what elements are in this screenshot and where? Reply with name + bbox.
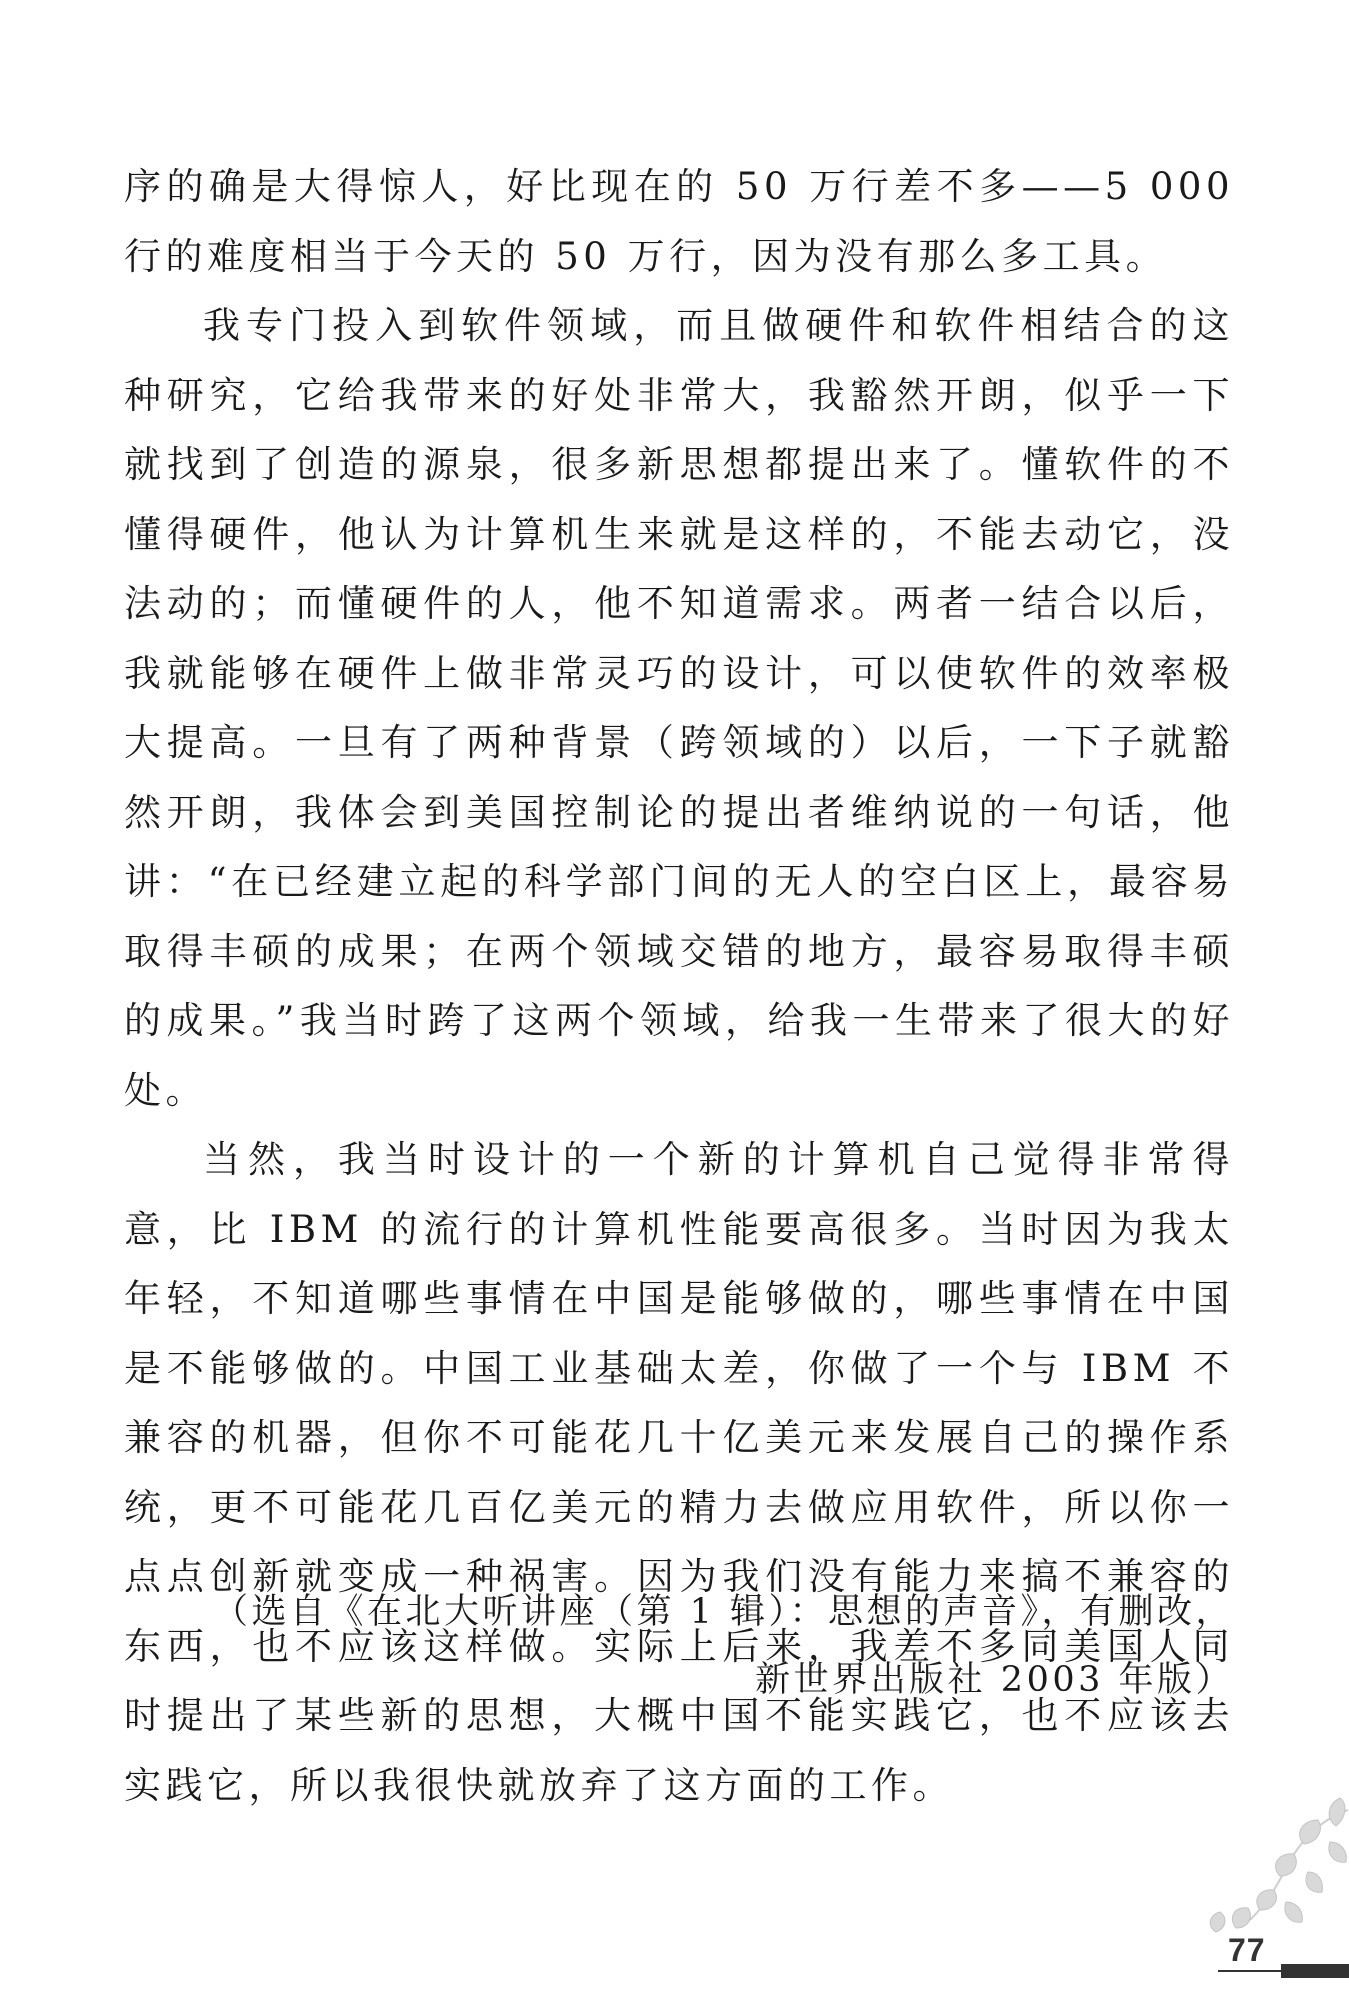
- source-citation: [213, 1578, 1234, 1714]
- leaf-branch-icon: [1190, 1790, 1349, 1950]
- citation-line-1: （选自《在北大听讲座（第 1 辑）：思想的声音》，有删改，: [212, 1592, 1234, 1632]
- corner-bar: [1281, 1964, 1349, 1978]
- citation-line-2: 新世界出版社 2003 年版）: [755, 1660, 1234, 1700]
- article-body: [124, 152, 1234, 1820]
- page-number: 77: [1228, 1932, 1266, 1968]
- paragraph-computer-design: 当然，我当时设计的一个新的计算机自己觉得非常得意，比 IBM 的流行的计算机性能要高很多。当时因为我太年轻，不知道哪些事情在中国是能够做的，哪些事情在中国是不能够做的。中国工业基础太差，你做了一个与 IBM 不兼容的机器，但你不可能花几十亿美元来发展自己的操作系统，更不可能花几百亿美元的精力去做应用软件，所以你一点点创新就变成一种祸害。因为我们没有能力来搞不兼容的东西，也不应该这样做。实际上后来，我差不多同美国人同时提出了某些新的思想，大概中国不能实践它，也不应该去实践它，所以我很快就放弃了这方面的工作。: [124, 1138, 1234, 1807]
- paragraph-continuation: 序的确是大得惊人，好比现在的 50 万行差不多——5 000 行的难度相当于今天的 50 万行，因为没有那么多工具。: [124, 165, 1234, 278]
- paragraph-software-research: 我专门投入到软件领域，而且做硬件和软件相结合的这种研究，它给我带来的好处非常大，我豁然开朗，似乎一下就找到了创造的源泉，很多新思想都提出来了。懂软件的不懂得硬件，他认为计算机生来就是这样的，不能去动它，没法动的；而懂硬件的人，他不知道需求。两者一结合以后，我就能够在硬件上做非常灵巧的设计，可以使软件的效率极大提高。一旦有了两种背景（跨领域的）以后，一下子就豁然开朗，我体会到美国控制论的提出者维纳说的一句话，他讲：“在已经建立起的科学部门间的无人的空白区上，最容易取得丰硕的成果；在两个领域交错的地方，最容易取得丰硕的成果。”我当时跨了这两个领域，给我一生带来了很大的好处。: [124, 304, 1234, 1112]
- page-number-underline: [1218, 1970, 1281, 1972]
